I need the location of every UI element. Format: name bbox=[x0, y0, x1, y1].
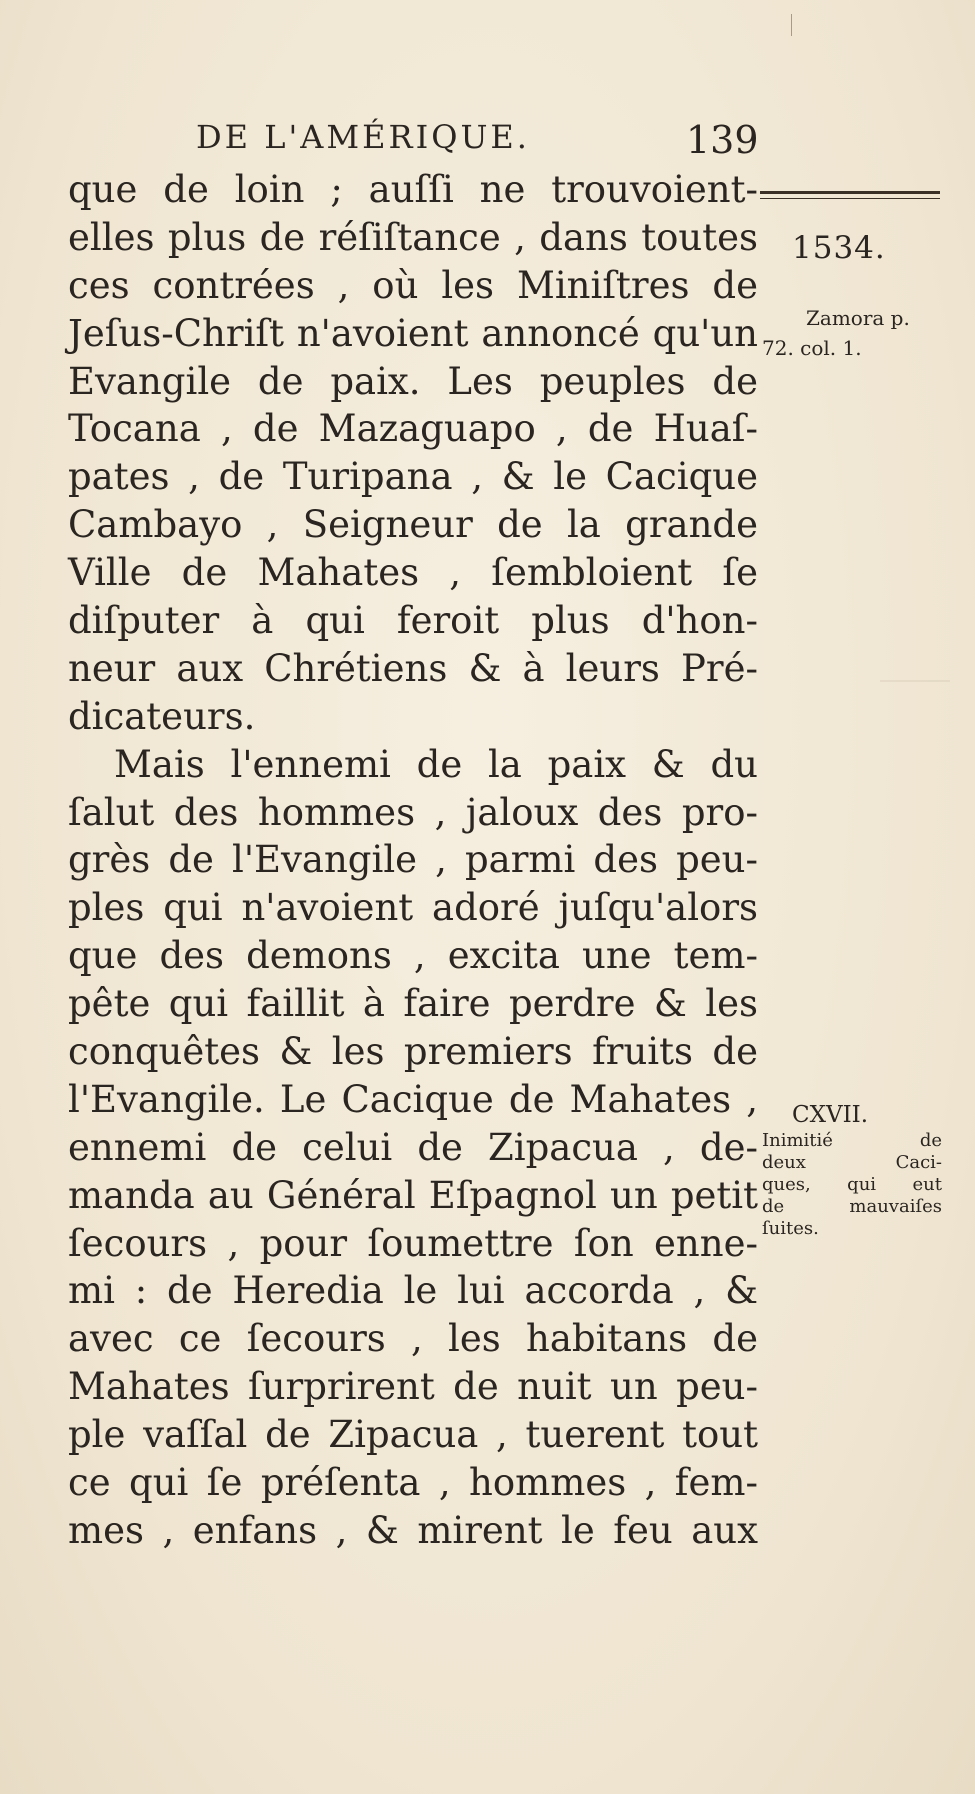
text-line: ennemi de celui de Zipacua , de- bbox=[68, 1125, 758, 1169]
text-line: dicateurs. bbox=[68, 694, 256, 738]
text-line: conquêtes & les premiers fruits de bbox=[68, 1030, 758, 1074]
text-line: pates , de Turipana , & le Cacique bbox=[68, 455, 758, 499]
text-line: elles plus de réſiſtance , dans toutes bbox=[68, 215, 758, 259]
margin-note-line: de mauvaiſes bbox=[762, 1196, 942, 1217]
margin-note-line: deux Caci- bbox=[762, 1152, 942, 1173]
text-line: que des demons , excita une tem- bbox=[68, 934, 758, 978]
text-line: pête qui faillit à faire perdre & les bbox=[68, 982, 758, 1026]
margin-rule-thin bbox=[760, 198, 940, 199]
text-line bbox=[68, 1555, 758, 1603]
text-line: ples qui n'avoient adoré juſqu'alors bbox=[68, 886, 758, 930]
text-line: Ville de Mahates , ſembloient ſe bbox=[68, 551, 758, 595]
text-line: mes , enfans , & mirent le feu aux bbox=[68, 1508, 758, 1552]
margin-note bbox=[762, 1130, 942, 1240]
text-line: Mais l'ennemi de la paix & du bbox=[114, 742, 758, 786]
text-line: Cambayo , Seigneur de la grande bbox=[68, 503, 758, 547]
margin-year: 1534. bbox=[792, 230, 886, 266]
text-line: ſalut des hommes , jaloux des pro- bbox=[68, 790, 758, 834]
page-number: 139 bbox=[686, 118, 759, 162]
text-line: avec ce ſecours , les habitans de bbox=[68, 1317, 758, 1361]
text-line bbox=[68, 1651, 758, 1699]
margin-note-line: Inimitié de bbox=[762, 1130, 942, 1151]
text-line: grès de l'Evangile , parmi des peu- bbox=[68, 838, 758, 882]
text-line: mi : de Heredia le lui accorda , & bbox=[68, 1269, 758, 1313]
text-line: que de loin ; auſſi ne trouvoient- bbox=[68, 168, 758, 211]
crease-mark bbox=[791, 14, 792, 36]
section-number: CXVII. bbox=[792, 1102, 869, 1128]
text-line: Jeſus-Chriſt n'avoient annoncé qu'un bbox=[68, 311, 758, 355]
text-line: Evangile de paix. Les peuples de bbox=[68, 359, 758, 403]
text-line: Tocana , de Mazaguapo , de Huaſ- bbox=[68, 407, 758, 451]
text-line: ces contrées , où les Miniſtres de bbox=[68, 263, 758, 307]
running-head: DE L'AMÉRIQUE. bbox=[196, 118, 530, 156]
margin-note-line: ques, qui eut bbox=[762, 1174, 942, 1195]
main-text bbox=[68, 166, 758, 1699]
text-line: ce qui ſe préſenta , hommes , fem- bbox=[68, 1461, 758, 1505]
margin-source-ref: 72. col. 1. bbox=[762, 336, 862, 360]
text-line: ple vaſſal de Zipacua , tuerent tout bbox=[68, 1413, 758, 1457]
text-line: neur aux Chrétiens & à leurs Pré- bbox=[68, 646, 758, 690]
text-line: ſecours , pour ſoumettre ſon enne- bbox=[68, 1221, 758, 1265]
bleed-through bbox=[880, 680, 950, 752]
text-line: Mahates ſurprirent de nuit un peu- bbox=[68, 1365, 758, 1409]
text-line: manda au Général Eſpagnol un petit bbox=[68, 1173, 758, 1217]
margin-rule bbox=[760, 191, 940, 194]
text-line: diſputer à qui feroit plus d'hon- bbox=[68, 599, 758, 643]
text-line: l'Evangile. Le Cacique de Mahates , bbox=[68, 1077, 758, 1121]
margin-note-line: ſuites. bbox=[762, 1218, 819, 1239]
margin-source: Zamora p. bbox=[806, 306, 910, 330]
text-line bbox=[68, 1603, 758, 1651]
